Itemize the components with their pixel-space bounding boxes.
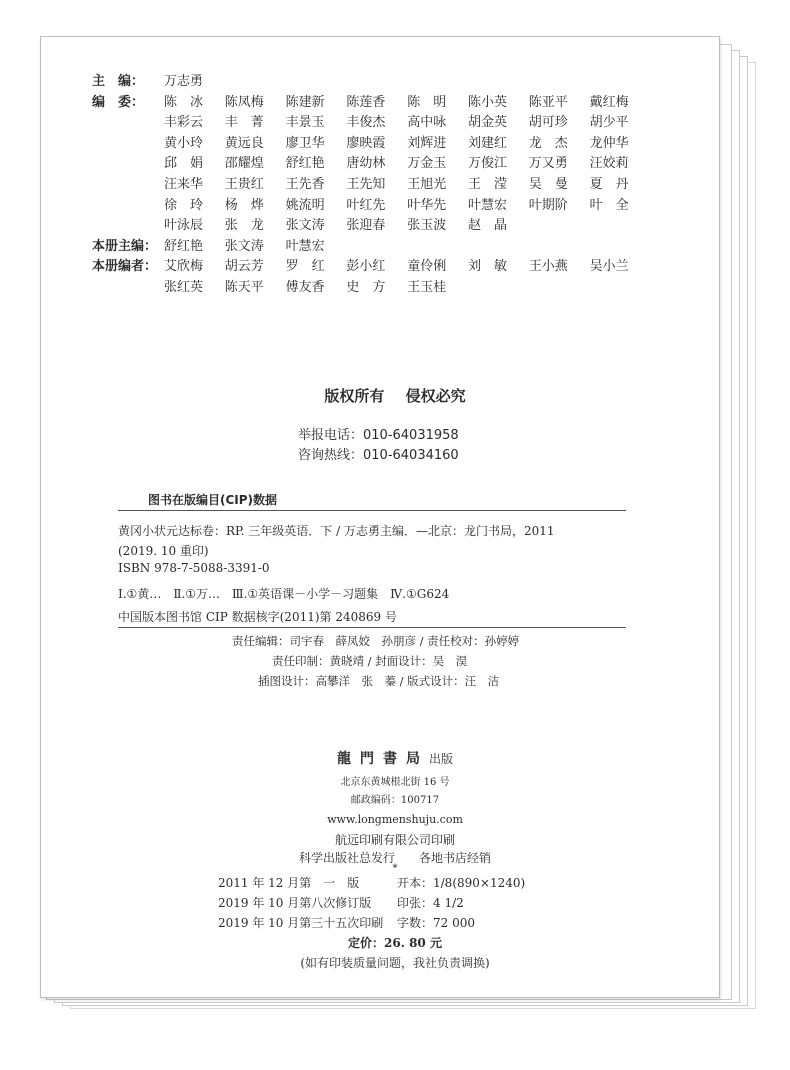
credit-name: 史 方 bbox=[346, 280, 386, 295]
cip-isbn: ISBN 978-7-5088-3391-0 bbox=[118, 561, 270, 575]
credit-name: 邱 娟 bbox=[164, 156, 204, 172]
credit-name: 叶期阶 bbox=[528, 197, 568, 213]
credit-name: 陈 冰 bbox=[164, 94, 204, 110]
credit-name: 汪姣莉 bbox=[589, 156, 629, 172]
credit-name: 张文涛 bbox=[224, 238, 264, 254]
credit-name: 万金玉 bbox=[407, 156, 447, 172]
revision-date: 2019 年 10 月第八次修订版 bbox=[218, 896, 372, 910]
credit-name: 王旭光 bbox=[407, 177, 447, 192]
publisher-logo bbox=[0, 748, 790, 768]
credit-name: 陈 明 bbox=[407, 94, 447, 110]
credit-name: 戴红梅 bbox=[589, 94, 629, 110]
credit-name: 童伶俐 bbox=[407, 259, 447, 275]
price: 定价：26. 80 元 bbox=[348, 936, 442, 950]
print-date: 2019 年 10 月第三十五次印刷 bbox=[218, 916, 384, 930]
credit-name: 陈天平 bbox=[224, 280, 264, 295]
cip-title-line: 黄冈小状元达标卷：RP. 三年级英语．下 / 万志勇主编．—北京：龙门书局，2011 bbox=[118, 524, 555, 538]
credit-name: 黄小玲 bbox=[164, 135, 204, 151]
cip-record-number: 中国版本图书馆 CIP 数据核字(2011)第 240869 号 bbox=[118, 610, 397, 624]
cip-reprint: (2019. 10 重印) bbox=[118, 544, 209, 558]
credit-name: 万俊江 bbox=[468, 156, 508, 172]
credit-name: 刘辉进 bbox=[407, 135, 447, 151]
credit-role: 本册编者： bbox=[92, 259, 158, 275]
credit-name: 傅友香 bbox=[285, 280, 325, 295]
distributor: 科学出版社总发行 各地书店经销 bbox=[298, 851, 491, 865]
credit-name: 张 龙 bbox=[224, 218, 264, 234]
word-count: 字数：72 000 bbox=[397, 916, 475, 930]
credit-name: 张文涛 bbox=[285, 218, 325, 234]
credit-name: 陈建新 bbox=[285, 94, 325, 110]
design-staff: 插图设计：高攀洋 张 蓁 / 版式设计：汪 洁 bbox=[258, 674, 500, 688]
credit-name: 叶华先 bbox=[407, 197, 447, 213]
credit-name: 叶慧宏 bbox=[468, 197, 508, 213]
quality-notice: (如有印装质量问题，我社负责调换) bbox=[300, 956, 490, 970]
credit-name: 彭小红 bbox=[346, 259, 386, 275]
format-size: 开本：1/8(890×1240) bbox=[397, 876, 526, 890]
credit-role: 编 委： bbox=[92, 94, 145, 110]
credit-name: 吴小兰 bbox=[589, 259, 629, 275]
credit-name: 罗 红 bbox=[285, 259, 325, 275]
publisher-logo-suffix: 出版 bbox=[428, 752, 453, 766]
credit-name: 丰俊杰 bbox=[346, 115, 386, 131]
credit-name: 黄远良 bbox=[224, 135, 264, 151]
credit-name: 王 滢 bbox=[468, 177, 508, 192]
first-edition-date: 2011 年 12 月第 一 版 bbox=[218, 876, 360, 890]
credit-name: 夏 丹 bbox=[589, 177, 629, 192]
credit-name: 刘 敏 bbox=[468, 259, 508, 275]
cip-title: 图书在版编目(CIP)数据 bbox=[148, 493, 278, 507]
cip-top-rule bbox=[118, 510, 626, 511]
credit-name: 唐幼林 bbox=[346, 156, 386, 172]
credit-name: 丰彩云 bbox=[164, 115, 204, 131]
credit-name: 万志勇 bbox=[164, 74, 204, 89]
credit-name: 胡少平 bbox=[589, 115, 629, 131]
credit-name: 邵耀煌 bbox=[224, 156, 264, 172]
credit-name: 张玉波 bbox=[407, 218, 447, 234]
credit-role: 主 编： bbox=[92, 74, 145, 89]
editorial-staff: 责任编辑：司宇春 薛凤姣 孙朋彦 / 责任校对：孙婷婷 bbox=[232, 634, 520, 648]
credit-name: 赵 晶 bbox=[468, 218, 508, 234]
publisher-postcode: 邮政编码：100717 bbox=[350, 795, 440, 806]
credit-name: 汪来华 bbox=[164, 177, 204, 192]
separator-star: * bbox=[392, 863, 398, 874]
production-staff: 责任印制：黄晓靖 / 封面设计：吴 淏 bbox=[272, 654, 468, 668]
credit-name: 王先香 bbox=[285, 177, 325, 192]
publisher-website: www.longmenshuju.com bbox=[327, 813, 463, 826]
credit-name: 王贵红 bbox=[224, 177, 264, 192]
credit-name: 丰 菁 bbox=[224, 115, 264, 131]
credit-name: 胡云芳 bbox=[224, 259, 264, 275]
credit-name: 万又勇 bbox=[528, 156, 568, 172]
credit-name: 胡可珍 bbox=[528, 115, 568, 131]
infringement-notice: 侵权必究 bbox=[405, 387, 466, 405]
credit-name: 陈莲香 bbox=[346, 94, 386, 110]
credit-name: 吴 曼 bbox=[528, 177, 568, 192]
credit-name: 叶泳辰 bbox=[164, 218, 204, 234]
credit-name: 徐 玲 bbox=[164, 197, 204, 213]
publisher-address: 北京东黄城根北街 16 号 bbox=[340, 777, 450, 788]
credit-name: 胡金英 bbox=[468, 115, 508, 131]
credit-name: 廖卫华 bbox=[285, 135, 325, 151]
credit-name: 叶 全 bbox=[589, 197, 629, 213]
print-sheets: 印张：4 1/2 bbox=[397, 896, 464, 910]
credit-name: 丰景玉 bbox=[285, 115, 325, 131]
credit-name: 王小燕 bbox=[528, 259, 568, 275]
credit-name: 张迎春 bbox=[346, 218, 386, 234]
publisher-logo-text: 龍門書局 bbox=[336, 751, 429, 767]
credit-name: 龙 杰 bbox=[528, 135, 568, 151]
report-phone: 举报电话：010-64031958 bbox=[298, 428, 459, 443]
credit-role: 本册主编： bbox=[92, 238, 158, 254]
cip-classification: Ⅰ.①黄… Ⅱ.①万… Ⅲ.①英语课－小学－习题集 Ⅳ.①G624 bbox=[118, 587, 450, 601]
credit-name: 高中咏 bbox=[407, 115, 447, 131]
credit-name: 陈凤梅 bbox=[224, 94, 264, 110]
credit-name: 王玉桂 bbox=[407, 280, 447, 295]
credit-name: 王先知 bbox=[346, 177, 386, 192]
rights-reserved: 版权所有 bbox=[324, 387, 385, 405]
hotline-phone: 咨询热线：010-64034160 bbox=[298, 448, 459, 463]
credit-name: 刘建红 bbox=[468, 135, 508, 151]
credit-name: 舒红艳 bbox=[164, 238, 204, 254]
credit-name: 艾欣梅 bbox=[164, 259, 204, 275]
copyright-notice bbox=[0, 385, 790, 406]
credit-name: 廖映霞 bbox=[346, 135, 386, 151]
credit-name: 张红英 bbox=[164, 280, 204, 295]
credit-name: 叶慧宏 bbox=[285, 238, 325, 254]
credit-name: 陈小英 bbox=[468, 94, 508, 110]
credit-name: 姚流明 bbox=[285, 197, 325, 213]
credit-name: 龙仲华 bbox=[589, 135, 629, 151]
credit-name: 叶红先 bbox=[346, 197, 386, 213]
cip-bottom-rule bbox=[118, 627, 626, 628]
printer: 航远印刷有限公司印刷 bbox=[334, 833, 455, 847]
credit-name: 陈亚平 bbox=[528, 94, 568, 110]
credit-name: 舒红艳 bbox=[285, 156, 325, 172]
credit-name: 杨 烨 bbox=[224, 197, 264, 213]
